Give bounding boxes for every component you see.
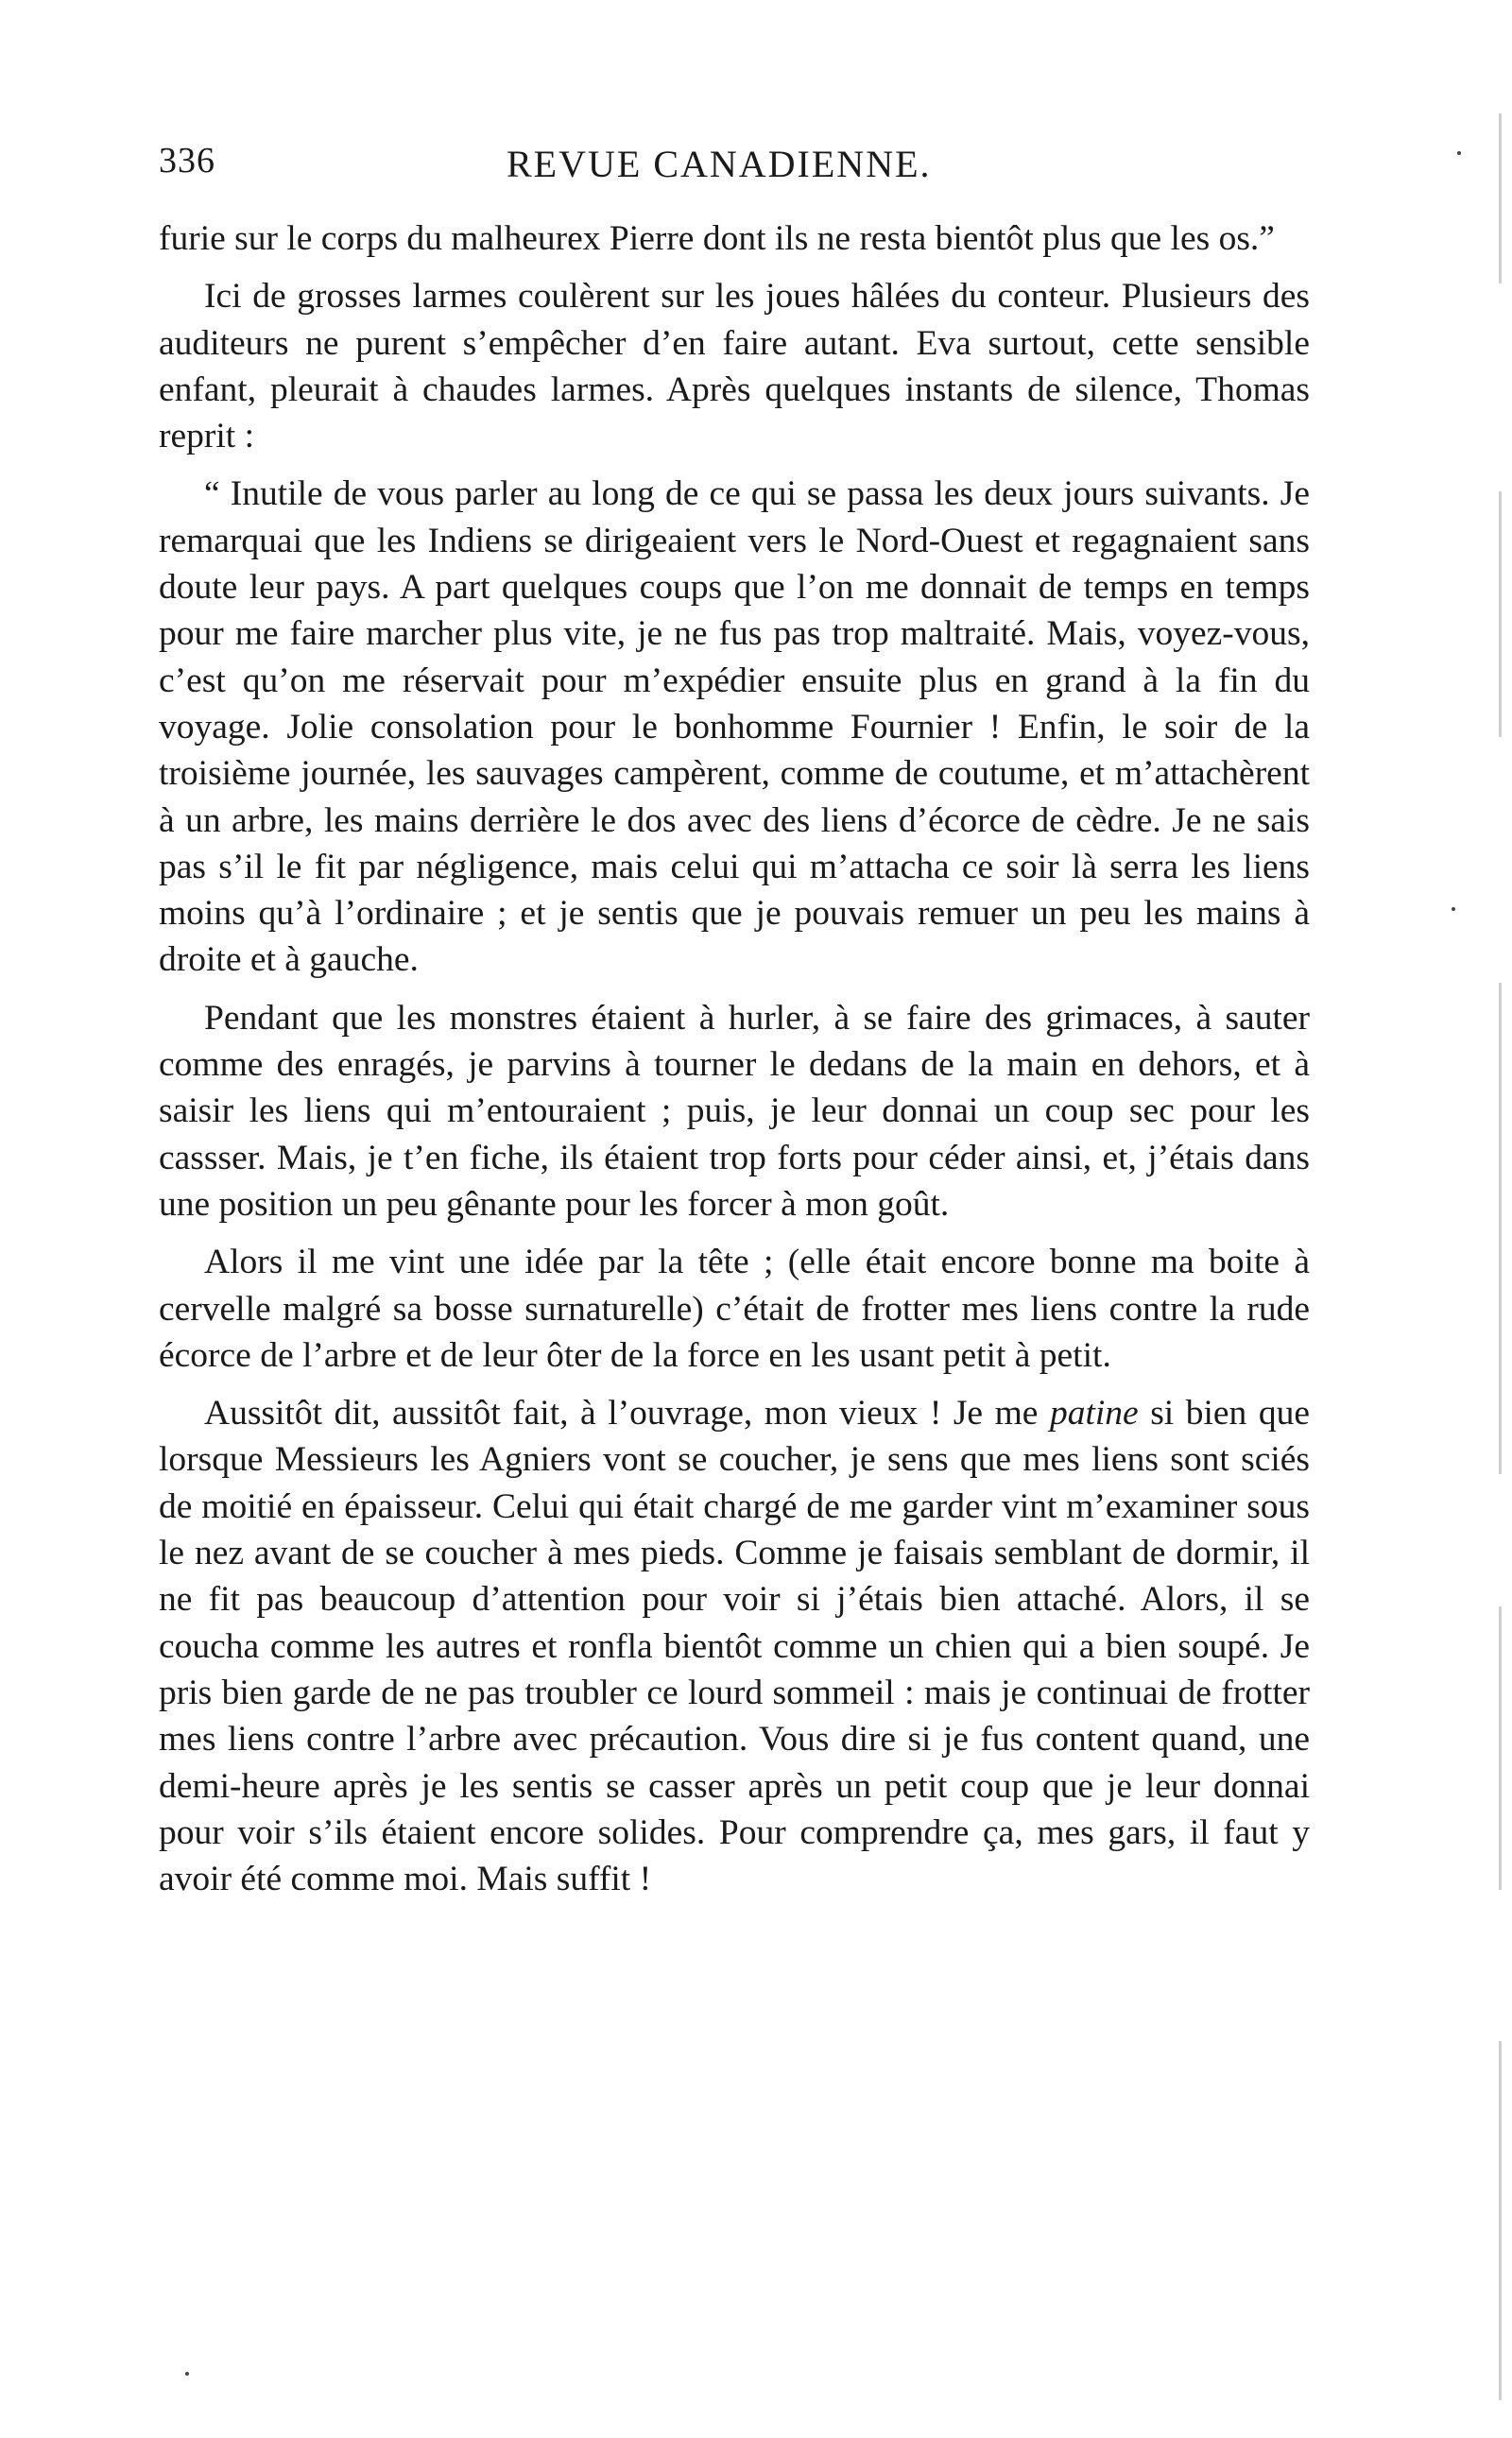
edge-mark (1499, 491, 1502, 737)
stray-mark (1452, 907, 1455, 911)
text-span: Aussitôt dit, aussitôt fait, à l’ouvrage, mon vieux ! Je me (204, 1394, 1050, 1434)
page-header (159, 130, 1312, 187)
paragraph (159, 1390, 1310, 1902)
edge-mark (1499, 113, 1502, 283)
stray-mark (1457, 151, 1461, 155)
stray-mark (185, 2372, 189, 2376)
text-span: Ici de grosses larmes coulèrent sur les joues hâlées du conteur. Plusieurs des auditeurs ne purent s’empêcher d’en faire autant. Eva surtout, cette sensible enfant, pleurait à chaudes larmes. Après quelques instants de silence, Thomas reprit : (159, 277, 1310, 456)
text-span: Pendant que les monstres étaient à hurler, à se faire des grimaces, à sauter comme des enragés, je parvins à tourner le dedans de la main en dehors, et à saisir les liens qui m’entouraient ; puis, je leur donnai un coup sec pour les cassser. Mais, je t’en fiche, ils étaient trop forts pour céder ainsi, et, j’étais dans une position un peu gênante pour les forcer à mon goût. (159, 998, 1310, 1224)
italic-word: patine (1049, 1394, 1139, 1434)
paragraph (159, 215, 1310, 262)
running-title: REVUE CANADIENNE. (507, 143, 932, 185)
text-span: si bien que lorsque Messieurs les Agniers vont se coucher, je sens que mes liens sont sciés de moitié en épaisseur. Celui qui était chargé de me garder vint m’examiner sous le nez avant de se coucher à mes pieds. Comme je faisais semblant de dormir, il ne fit pas beaucoup d’attention pour voir si j’étais bien attaché. Alors, il se coucha comme les autres et ronfla bientôt comme un chien qui a bien soupé. Je pris bien garde de ne pas troubler ce lourd sommeil : mais je continuai de frotter mes liens contre l’arbre avec précaution. Vous dire si je fus content quand, une demi-heure après je les sentis se casser après un petit coup que je leur donnai pour voir s’ils étaient encore solides. Pour comprendre ça, mes gars, il faut y avoir été comme moi. Mais suffit ! (159, 1394, 1310, 1899)
text-span: “ Inutile de vous parler au long de ce qui se passa les deux jours suivants. Je remarquai que les Indiens se dirigeaient vers le Nord-Ouest et regagnaient sans doute leur pays. A part quelques coups que l’on me donnait de temps en temps pour me faire marcher plus vite, je ne fus pas trop maltraité. Mais, voyez-vous, c’est qu’on me réservait pour m’expédier ensuite plus en grand à la fin du voyage. Jolie consolation pour le bonhomme Fournier ! Enfin, le soir de la troisième journée, les sauvages campèrent, comme de coutume, et m’attachèrent à un arbre, les mains derrière le dos avec des liens d’écorce de cèdre. Je ne sais pas s’il le fit par négligence, mais celui qui m’attacha ce soir là serra les liens moins qu’à l’ordinaire ; et je sentis que je pouvais remuer un peu les mains à droite et à gauche. (159, 474, 1310, 980)
page-edge-scan-marks (1455, 0, 1512, 2438)
paragraph (159, 273, 1310, 459)
paragraph (159, 1239, 1310, 1379)
paragraph (159, 995, 1310, 1228)
text-span: Alors il me vint une idée par la tête ; (elle était encore bonne ma boite à cervelle malgré sa bosse surnaturelle) c’était de frotter mes liens contre la rude écorce de l’arbre et de leur ôter de la force en les usant petit à petit. (159, 1243, 1310, 1375)
paragraph (159, 471, 1310, 983)
edge-mark (1499, 983, 1502, 1474)
page-number: 336 (159, 141, 215, 180)
edge-mark (1499, 2041, 1502, 2400)
text-span: furie sur le corps du malheurex Pierre dont ils ne resta bientôt plus que les os.” (159, 219, 1275, 258)
body-text (159, 215, 1310, 1902)
edge-mark (1499, 1606, 1502, 1890)
